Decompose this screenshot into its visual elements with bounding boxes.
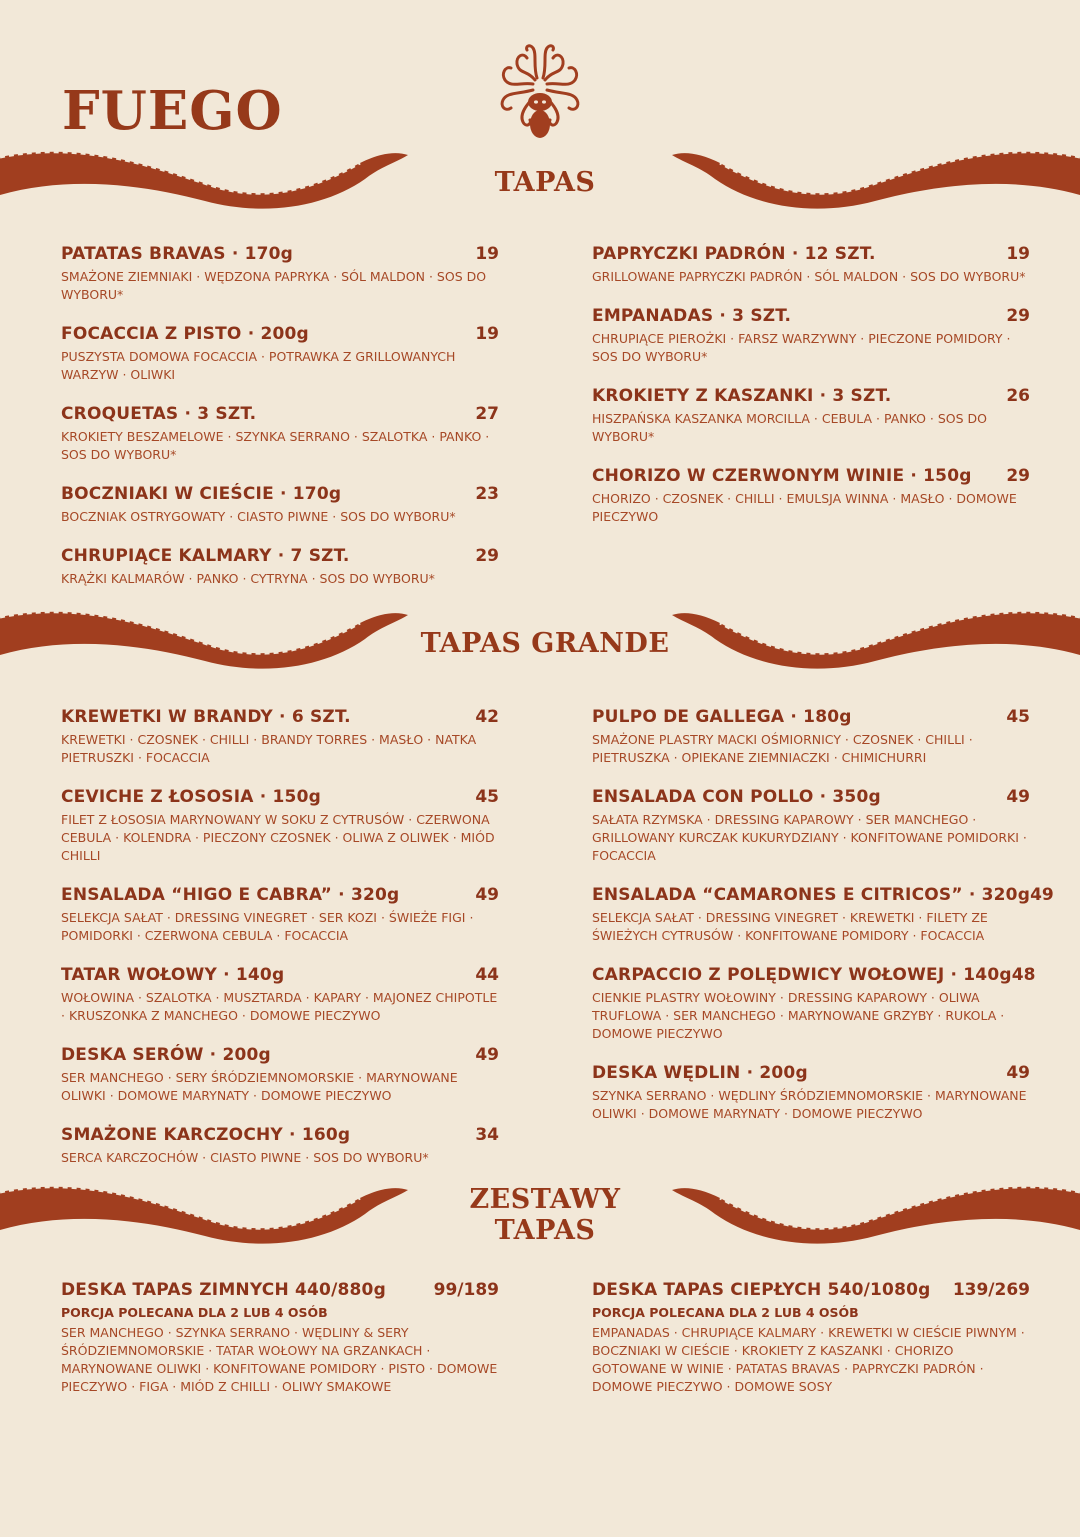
menu-item-name: PULPO DE GALLEGA · 180g <box>592 707 852 727</box>
menu-item-name: CHRUPIĄCE KALMARY · 7 SZT. <box>61 546 350 566</box>
menu-item-name: DESKA TAPAS ZIMNYCH 440/880g <box>61 1280 386 1300</box>
menu-item-header <box>61 1045 499 1065</box>
menu-item-description: PUSZYSTA DOMOWA FOCACCIA · POTRAWKA Z GRILLOWANYCH WARZYW · OLIWKI <box>61 349 456 382</box>
menu-item <box>61 787 499 865</box>
grande-right-column <box>592 707 1054 1143</box>
section-title-line1: ZESTAWY <box>469 1184 621 1215</box>
menu-item-name: KREWETKI W BRANDY · 6 SZT. <box>61 707 351 727</box>
menu-item <box>61 885 499 945</box>
section-title-tapas: TAPAS <box>494 167 596 198</box>
menu-item <box>61 1125 499 1167</box>
menu-item-price: 139/269 <box>952 1280 1030 1300</box>
section-title-zestawy-tapas <box>340 1184 750 1246</box>
menu-item-header <box>61 965 499 985</box>
menu-item-price: 34 <box>475 1125 499 1145</box>
menu-item <box>592 1280 1030 1396</box>
menu-item <box>61 965 499 1025</box>
menu-item-price: 99/189 <box>433 1280 499 1300</box>
menu-item <box>61 404 499 464</box>
menu-item-name: DESKA WĘDLIN · 200g <box>592 1063 808 1083</box>
sets-right-column <box>592 1280 1030 1416</box>
menu-item-header <box>592 466 1030 486</box>
menu-item-header <box>61 787 499 807</box>
menu-item <box>592 386 1030 446</box>
menu-item <box>61 1280 499 1396</box>
menu-item-price: 42 <box>475 707 499 727</box>
menu-item-price: 44 <box>475 965 499 985</box>
menu-item-header <box>61 324 499 344</box>
menu-item-description: KRĄŻKI KALMARÓW · PANKO · CYTRYNA · SOS DO WYBORU* <box>61 571 435 586</box>
menu-item-price: 49 <box>475 885 499 905</box>
menu-item-header <box>61 885 499 905</box>
menu-item-name: SMAŻONE KARCZOCHY · 160g <box>61 1125 351 1145</box>
menu-item-header <box>61 707 499 727</box>
menu-item <box>592 965 1036 1043</box>
menu-item-price: 49 <box>475 1045 499 1065</box>
menu-item-name: FOCACCIA Z PISTO · 200g <box>61 324 309 344</box>
menu-item-description: GRILLOWANE PAPRYCZKI PADRÓN · SÓL MALDON · SOS DO WYBORU* <box>592 269 1026 284</box>
menu-item-price: 45 <box>475 787 499 807</box>
menu-item-header <box>61 1125 499 1145</box>
menu-item-header <box>592 965 1036 985</box>
menu-item-name: BOCZNIAKI W CIEŚCIE · 170g <box>61 484 342 504</box>
menu-item-header <box>61 484 499 504</box>
menu-item-header <box>592 306 1030 326</box>
menu-item-description: WOŁOWINA · SZALOTKA · MUSZTARDA · KAPARY · MAJONEZ CHIPOTLE · KRUSZONKA Z MANCHEGO · DOMOWE PIECZYWO <box>61 990 498 1023</box>
menu-item-description: FILET Z ŁOSOSIA MARYNOWANY W SOKU Z CYTRUSÓW · CZERWONA CEBULA · KOLENDRA · PIECZONY CZOSNEK · OLIWA Z OLIWEK · MIÓD CHILLI <box>61 812 495 863</box>
menu-item-header <box>592 1280 1030 1300</box>
menu-item <box>61 324 499 384</box>
tapas-right-column <box>592 244 1030 546</box>
menu-item-price: 19 <box>1006 244 1030 264</box>
menu-item-description: CIENKIE PLASTRY WOŁOWINY · DRESSING KAPAROWY · OLIWA TRUFLOWA · SER MANCHEGO · MARYNOWANE GRZYBY · RUKOLA · DOMOWE PIECZYWO <box>592 990 1005 1041</box>
menu-item-name: KROKIETY Z KASZANKI · 3 SZT. <box>592 386 892 406</box>
menu-item-header <box>61 244 499 264</box>
menu-item-header <box>592 707 1030 727</box>
menu-item-note: PORCJA POLECANA DLA 2 LUB 4 OSÓB <box>61 1305 328 1320</box>
menu-item-name: ENSALADA “HIGO E CABRA” · 320g <box>61 885 400 905</box>
sets-left-column <box>61 1280 499 1416</box>
menu-item-price: 26 <box>1006 386 1030 406</box>
grande-left-column <box>61 707 499 1187</box>
menu-item-price: 49 <box>1006 1063 1030 1083</box>
menu-item-price: 29 <box>1006 466 1030 486</box>
menu-item-description: SAŁATA RZYMSKA · DRESSING KAPAROWY · SER MANCHEGO · GRILLOWANY KURCZAK KUKURYDZIANY · KONFITOWANE POMIDORKI · FOCACCIA <box>592 812 1027 863</box>
menu-item-name: PATATAS BRAVAS · 170g <box>61 244 294 264</box>
menu-item-note: PORCJA POLECANA DLA 2 LUB 4 OSÓB <box>592 1305 859 1320</box>
menu-item-header <box>61 404 499 424</box>
menu-item <box>61 1045 499 1105</box>
menu-item-price: 45 <box>1006 707 1030 727</box>
menu-item-description: EMPANADAS · CHRUPIĄCE KALMARY · KREWETKI W CIEŚCIE PIWNYM · BOCZNIAKI W CIEŚCIE · KROKIETY Z KASZANKI · CHORIZO GOTOWANE W WINIE · PATATAS BRAVAS · PAPRYCZKI PADRÓN · DOMOWE PIECZYWO · DOMOWE SOSY <box>592 1325 1025 1394</box>
tapas-left-column <box>61 244 499 608</box>
menu-item-name: CHORIZO W CZERWONYM WINIE · 150g <box>592 466 972 486</box>
menu-item <box>61 707 499 767</box>
menu-item-description: SER MANCHEGO · SERY ŚRÓDZIEMNOMORSKIE · MARYNOWANE OLIWKI · DOMOWE MARYNATY · DOMOWE PIECZYWO <box>61 1070 458 1103</box>
menu-item-name: ENSALADA “CAMARONES E CITRICOS” · 320g <box>592 885 1031 905</box>
menu-item-header <box>61 546 499 566</box>
menu-item-price: 48 <box>1011 965 1036 985</box>
menu-item-header <box>592 1063 1030 1083</box>
menu-item <box>592 885 1054 945</box>
section-title-tapas-grande: TAPAS GRANDE <box>420 628 670 659</box>
menu-item-description: KREWETKI · CZOSNEK · CHILLI · BRANDY TORRES · MASŁO · NATKA PIETRUSZKI · FOCACCIA <box>61 732 477 765</box>
menu-item <box>61 244 499 304</box>
menu-item-header <box>592 885 1054 905</box>
menu-item-description: HISZPAŃSKA KASZANKA MORCILLA · CEBULA · PANKO · SOS DO WYBORU* <box>592 411 988 444</box>
menu-item-name: ENSALADA CON POLLO · 350g <box>592 787 881 807</box>
menu-item-description: CHORIZO · CZOSNEK · CHILLI · EMULSJA WINNA · MASŁO · DOMOWE PIECZYWO <box>592 491 1017 524</box>
menu-item-header <box>592 386 1030 406</box>
menu-item <box>592 244 1030 286</box>
menu-item-name: CARPACCIO Z POLĘDWICY WOŁOWEJ · 140g <box>592 965 1012 985</box>
menu-item-price: 19 <box>475 244 499 264</box>
menu-item-description: KROKIETY BESZAMELOWE · SZYNKA SERRANO · SZALOTKA · PANKO · SOS DO WYBORU* <box>61 429 490 462</box>
menu-item <box>592 707 1030 767</box>
menu-item-description: SERCA KARCZOCHÓW · CIASTO PIWNE · SOS DO WYBORU* <box>61 1150 429 1165</box>
menu-item-name: DESKA TAPAS CIEPŁYCH 540/1080g <box>592 1280 931 1300</box>
menu-item-description: SELEKCJA SAŁAT · DRESSING VINEGRET · SER KOZI · ŚWIEŻE FIGI · POMIDORKI · CZERWONA CEBULA · FOCACCIA <box>61 910 474 943</box>
menu-item-name: EMPANADAS · 3 SZT. <box>592 306 792 326</box>
menu-item-price: 29 <box>475 546 499 566</box>
menu-item-header <box>592 244 1030 264</box>
menu-item-header <box>61 1280 499 1300</box>
menu-item-price: 49 <box>1006 787 1030 807</box>
menu-item <box>592 306 1030 366</box>
menu-item-description: SER MANCHEGO · SZYNKA SERRANO · WĘDLINY & SERY ŚRÓDZIEMNOMORSKIE · TATAR WOŁOWY NA GRZANKACH · MARYNOWANE OLIWKI · KONFITOWANE POMIDORY · PISTO · DOMOWE PIECZYWO · FIGA · MIÓD Z CHILLI · OLIWY SMAKOWE <box>61 1325 498 1394</box>
section-title-line2: TAPAS <box>494 1215 596 1246</box>
menu-item-name: CROQUETAS · 3 SZT. <box>61 404 257 424</box>
menu-item-description: CHRUPIĄCE PIEROŻKI · FARSZ WARZYWNY · PIECZONE POMIDORY · SOS DO WYBORU* <box>592 331 1011 364</box>
menu-item-price: 49 <box>1030 885 1054 905</box>
menu-item-price: 19 <box>475 324 499 344</box>
menu-item <box>61 546 499 588</box>
menu-item-price: 23 <box>475 484 499 504</box>
menu-item-description: SMAŻONE PLASTRY MACKI OŚMIORNICY · CZOSNEK · CHILLI · PIETRUSZKA · OPIEKANE ZIEMNIACZKI · CHIMICHURRI <box>592 732 973 765</box>
brand-name: FUEGO <box>62 80 283 142</box>
menu-item-name: PAPRYCZKI PADRÓN · 12 SZT. <box>592 244 876 264</box>
menu-item-description: SMAŻONE ZIEMNIAKI · WĘDZONA PAPRYKA · SÓL MALDON · SOS DO WYBORU* <box>61 269 487 302</box>
menu-item-name: TATAR WOŁOWY · 140g <box>61 965 285 985</box>
menu-item-description: BOCZNIAK OSTRYGOWATY · CIASTO PIWNE · SOS DO WYBORU* <box>61 509 456 524</box>
menu-item-price: 29 <box>1006 306 1030 326</box>
menu-item <box>592 787 1030 865</box>
menu-item <box>592 1063 1030 1123</box>
menu-item-description: SELEKCJA SAŁAT · DRESSING VINEGRET · KREWETKI · FILETY ZE ŚWIEŻYCH CYTRUSÓW · KONFITOWANE POMIDORY · FOCACCIA <box>592 910 988 943</box>
menu-item-price: 27 <box>475 404 499 424</box>
menu-item-description: SZYNKA SERRANO · WĘDLINY ŚRÓDZIEMNOMORSKIE · MARYNOWANE OLIWKI · DOMOWE MARYNATY · DOMOWE PIECZYWO <box>592 1088 1027 1121</box>
menu-item-name: DESKA SERÓW · 200g <box>61 1045 271 1065</box>
menu-item-header <box>592 787 1030 807</box>
menu-item <box>61 484 499 526</box>
menu-item-name: CEVICHE Z ŁOSOSIA · 150g <box>61 787 321 807</box>
octopus-icon <box>497 40 583 144</box>
menu-item <box>592 466 1030 526</box>
